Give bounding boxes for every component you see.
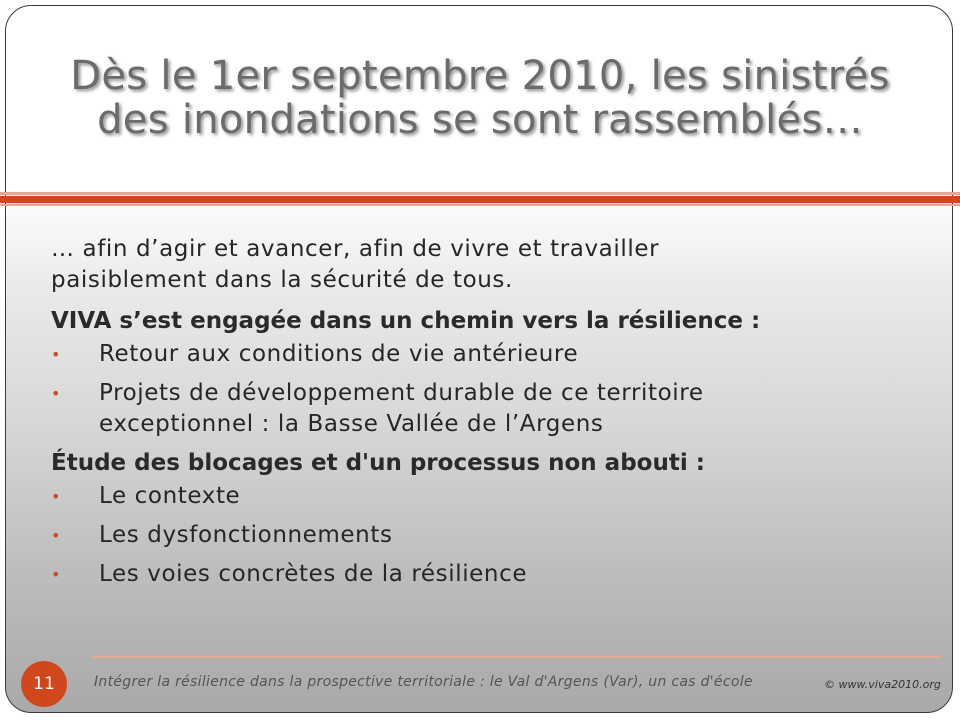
divider-accent-band: [0, 196, 960, 203]
divider-light-band: [0, 204, 960, 206]
page-number-badge: 11: [21, 661, 67, 707]
bullet-icon: •: [51, 526, 62, 545]
slide-body: [51, 234, 931, 598]
slide: [5, 5, 953, 713]
title-line-2: des inondations se sont rassemblés…: [97, 97, 863, 143]
list-item-text: Les dysfonctionnements: [99, 522, 393, 548]
section-heading-viva: VIVA s’est engagée dans un chemin vers la résilience :: [51, 308, 761, 334]
intro-text: [51, 234, 931, 296]
slide-title: [6, 54, 953, 142]
bullet-icon: •: [51, 345, 62, 364]
list-item: [51, 520, 931, 551]
section-heading-etude: Étude des blocages et d'un processus non abouti :: [51, 450, 705, 476]
list-item: [51, 378, 931, 440]
list-item: [51, 559, 931, 590]
bullet-icon: •: [51, 384, 62, 403]
list-item: [51, 481, 931, 512]
copyright-notice: © www.viva2010.org: [824, 678, 941, 691]
list-item-text: Retour aux conditions de vie antérieure: [99, 341, 579, 367]
list-item-text: exceptionnel : la Basse Vallée de l’Argens: [99, 411, 604, 437]
intro-line-1: … afin d’agir et avancer, afin de vivre et travailler: [51, 236, 660, 262]
bullet-icon: •: [51, 487, 62, 506]
footer-caption: Intégrer la résilience dans la prospective territoriale : le Val d'Argens (Var), un cas d'école: [94, 674, 753, 690]
title-divider: [0, 192, 960, 212]
bullet-list-viva: [51, 339, 931, 440]
divider-light-band: [0, 192, 960, 195]
bullet-list-etude: [51, 481, 931, 590]
bullet-icon: •: [51, 565, 62, 584]
list-item-text: Le contexte: [99, 483, 241, 509]
footer-divider: [91, 656, 941, 658]
list-item-text: Projets de développement durable de ce territoire: [99, 380, 704, 406]
title-line-1: Dès le 1er septembre 2010, les sinistrés: [70, 53, 890, 99]
list-item: [51, 339, 931, 370]
intro-line-2: paisiblement dans la sécurité de tous.: [51, 267, 513, 293]
list-item-text: Les voies concrètes de la résilience: [99, 561, 528, 587]
